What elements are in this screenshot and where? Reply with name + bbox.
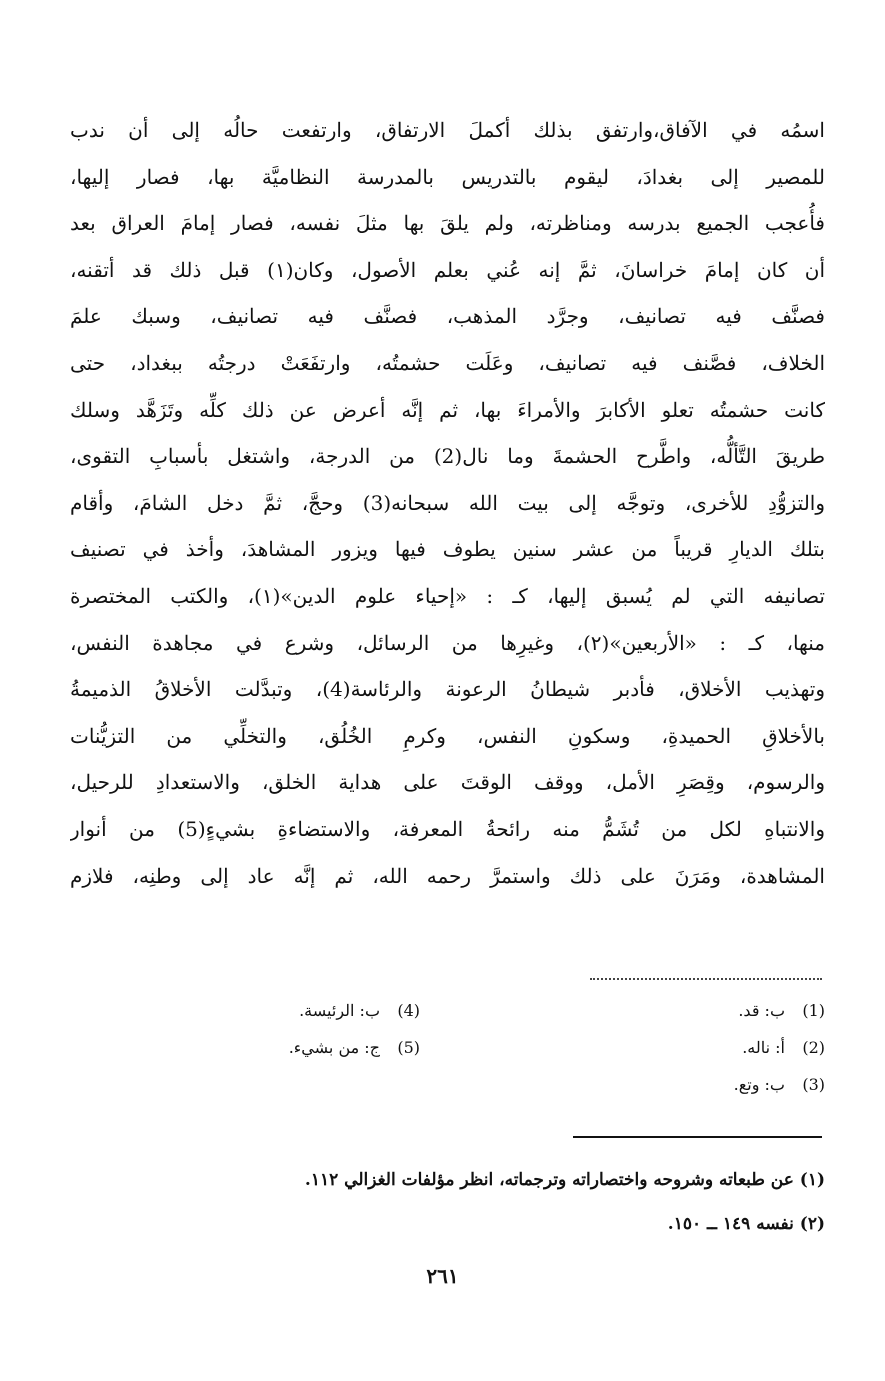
body-line: أن كان إمامَ خراسانَ، ثمَّ إنه عُني بعلم الأصول، وكان(١) قبل ذلك قد أتقنه، [70,257,825,282]
footnote: (١) عن طبعاته وشروحه واختصاراته وترجماته، انظر مؤلفات الغزالي ١١٢. [304,1170,825,1190]
variant-note [495,992,825,1029]
variant-number: (1) [802,1001,825,1020]
variant-text: أ: ناله. [742,1038,785,1057]
body-line: والتزوُّدِ للأخرى، وتوجَّه إلى بيت الله سبحانه(3) وحجَّ، ثمَّ دخل الشامَ، وأقام [70,490,825,515]
variant-note [160,1029,420,1066]
variant-text: ب: قد. [738,1001,785,1020]
body-line: تصانيفه التي لم يُسبق إليها، كـ : «إحياء علوم الدين»(١)، والكتب المختصرة [70,583,825,608]
body-line: منها، كـ : «الأربعين»(٢)، وغيرِها من الرسائل، وشرع في مجاهدة النفس، [70,630,825,655]
variant-number: (3) [802,1075,825,1094]
variant-number: (4) [397,1001,420,1020]
body-line: المشاهدة، ومَرَنَ على ذلك واستمرَّ رحمه الله، ثم إنَّه عاد إلى وطنِه، فلازم [70,863,825,888]
variants-separator [590,978,822,980]
variant-text: ج: من بشيء. [288,1038,380,1057]
variant-note [160,992,420,1029]
variant-number: (5) [397,1038,420,1057]
variant-number: (2) [802,1038,825,1057]
body-line: اسمُه في الآفاق،وارتفق بذلك أكملَ الارتفاق، وارتفعت حالُه إلى أن ندب [70,118,825,142]
body-line: كانت حشمتُه تعلو الأكابرَ والأمراءَ بها، ثم إنَّه أعرض عن ذلك كلِّه وتَزَهَّد وسلك [70,397,825,422]
body-line: فصنَّف فيه تصانيف، وجرَّد المذهب، فصنَّف فيه تصانيف، وسبك علمَ [70,304,825,329]
variant-note [495,1066,825,1103]
body-line: الخلاف، فصَّنف فيه تصانيف، وعَلَت حشمتُه، وارتفَعَتْ درجتُه ببغداد، حتى [70,350,825,375]
body-line: بالأخلاقِ الحميدةِ، وسكونِ النفس، وكرمِ الخُلُق، والتخلِّي من التزيُّنات [70,723,825,748]
footnote-separator [573,1136,822,1138]
variants-column-left [160,992,420,1066]
body-line: طريقَ التَّألُّه، واطَّرح الحشمةَ وما نال(2) من الدرجة، واشتغل بأسبابِ التقوى، [70,444,825,469]
footnote: (٢) نفسه ١٤٩ ــ ١٥٠. [667,1214,825,1234]
body-text [70,107,825,899]
variants-column-right [495,992,825,1103]
variant-text: ب: وتع. [733,1075,785,1094]
footnotes [70,1158,825,1246]
body-line: وتهذيب الأخلاق، فأدبر شيطانُ الرعونة والرئاسة(4)، وتبدَّلت الأخلاقُ الذميمةُ [70,677,825,702]
body-line: والرسوم، وقِصَرِ الأمل، ووقف الوقتَ على هداية الخلق، والاستعدادِ للرحيل، [70,770,825,795]
body-line: للمصير إلى بغدادَ، ليقوم بالتدريس بالمدرسة النظاميَّة بها، فصار إليها، [70,164,825,189]
page-number: ٢٦١ [426,1264,459,1288]
variant-note [495,1029,825,1066]
variant-text: ب: الرئيسة. [299,1001,380,1020]
body-line: فأُعجب الجميع بدرسه ومناظرته، ولم يلقَ بها مثلَ نفسه، فصار إمامَ العراق بعد [70,211,825,236]
body-line: والانتباهِ لكل من تُشَمُّ منه رائحةُ المعرفة، والاستضاءةِ بشيءٍ(5) من أنوار [70,816,825,841]
body-line: بتلك الديارِ قريباً من عشر سنين يطوف فيها ويزور المشاهدَ، وأخذ في تصنيف [70,537,825,562]
